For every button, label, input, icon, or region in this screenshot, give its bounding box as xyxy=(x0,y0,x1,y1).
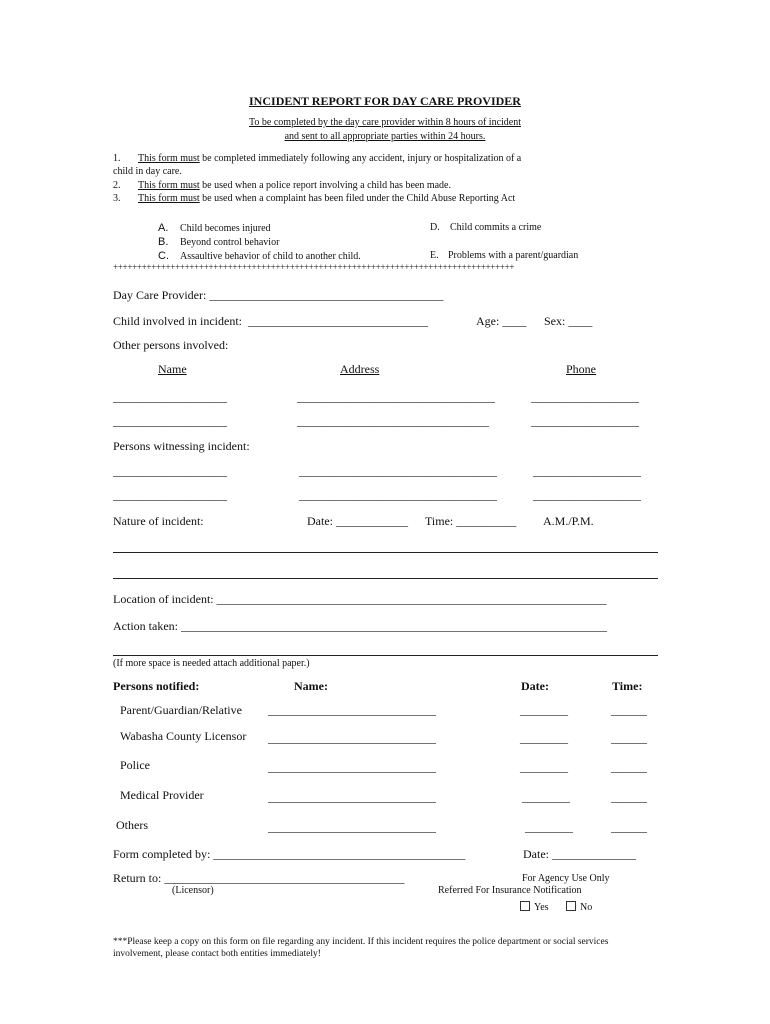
location-field[interactable]: Location of incident: _________________________________________________________________ xyxy=(113,592,607,606)
form-title: INCIDENT REPORT FOR DAY CARE PROVIDER xyxy=(249,94,521,108)
rule-1: 1. This form must be completed immediately following any accident, injury or hospitalization of a xyxy=(113,153,522,164)
persons-notified-label: Persons notified: xyxy=(113,679,200,693)
form-completed-date-field[interactable]: Date: ______________ xyxy=(523,847,636,861)
name-column-header: Name xyxy=(158,362,187,376)
separator-plus-line: ++++++++++++++++++++++++++++++++++++++++++++++++++++++++++++++++++++++++++++++++++++ xyxy=(113,262,515,272)
subtitle-line-1: To be completed by the day care provider within 8 hours of incident xyxy=(249,117,521,128)
notified-licensor-date[interactable]: ________ xyxy=(520,731,568,745)
action-line-2[interactable] xyxy=(113,655,658,656)
return-to-field[interactable]: Return to: ________________________________________ xyxy=(113,871,405,885)
footer-note-line-1: ***Please keep a copy on this form on file regarding any incident. If this incident requires the police department or social services xyxy=(113,937,609,947)
witness-1-phone[interactable]: __________________ xyxy=(533,464,641,478)
notified-police-label: Police xyxy=(120,758,150,772)
agency-use-label: For Agency Use Only xyxy=(522,873,610,884)
witness-2-address[interactable]: _________________________________ xyxy=(299,488,497,502)
category-c: C. Assaultive behavior of child to another child. xyxy=(158,250,361,262)
notified-medical-time[interactable]: ______ xyxy=(611,790,647,804)
witness-1-name[interactable]: ___________________ xyxy=(113,464,227,478)
notified-police-time[interactable]: ______ xyxy=(611,760,647,774)
address-column-header: Address xyxy=(340,362,380,376)
category-d: D. Child commits a crime xyxy=(430,222,542,233)
category-a: A. Child becomes injured xyxy=(158,222,271,234)
notified-police-date[interactable]: ________ xyxy=(520,760,568,774)
other-person-2-address[interactable]: ________________________________ xyxy=(297,414,489,428)
notified-medical-name[interactable]: ____________________________ xyxy=(268,790,436,804)
other-person-1-phone[interactable]: __________________ xyxy=(531,390,639,404)
notified-parent-date[interactable]: ________ xyxy=(520,703,568,717)
incident-date-field[interactable]: Date: ____________ xyxy=(307,514,408,528)
notified-name-header: Name: xyxy=(294,679,328,693)
nature-line-2[interactable] xyxy=(113,578,658,579)
subtitle-line-2: and sent to all appropriate parties within 24 hours. xyxy=(284,131,486,142)
footer-note-line-2: involvement, please contact both entities immediately! xyxy=(113,949,321,959)
day-care-provider-field[interactable]: Day Care Provider: _______________________________________ xyxy=(113,288,444,302)
witnesses-label: Persons witnessing incident: xyxy=(113,439,250,453)
notified-parent-name[interactable]: ____________________________ xyxy=(268,703,436,717)
referral-yes-option[interactable]: Yes xyxy=(520,901,549,913)
category-e: E. Problems with a parent/guardian xyxy=(430,250,579,261)
more-space-note: (If more space is needed attach additional paper.) xyxy=(113,658,310,669)
sex-field[interactable]: Sex: ____ xyxy=(544,314,593,328)
other-person-2-name[interactable]: ___________________ xyxy=(113,414,227,428)
nature-of-incident-label: Nature of incident: xyxy=(113,514,204,528)
action-taken-field[interactable]: Action taken: _______________________________________________________________________ xyxy=(113,619,607,633)
rule-3: 3. This form must be used when a complaint has been filed under the Child Abuse Reporting Act xyxy=(113,193,516,204)
rule-1-continued: child in day care. xyxy=(113,166,182,177)
other-person-2-phone[interactable]: __________________ xyxy=(531,414,639,428)
notified-others-name[interactable]: ____________________________ xyxy=(268,820,436,834)
nature-line-1[interactable] xyxy=(113,552,658,553)
incident-time-field[interactable]: Time: __________ xyxy=(425,514,517,528)
notified-time-header: Time: xyxy=(612,679,643,693)
witness-1-address[interactable]: _________________________________ xyxy=(299,464,497,478)
other-persons-label: Other persons involved: xyxy=(113,338,229,352)
notified-medical-label: Medical Provider xyxy=(120,788,204,802)
form-completed-by-field[interactable]: Form completed by: __________________________________________ xyxy=(113,847,466,861)
notified-parent-time[interactable]: ______ xyxy=(611,703,647,717)
notified-police-name[interactable]: ____________________________ xyxy=(268,760,436,774)
child-involved-field[interactable]: Child involved in incident: ______________________________ xyxy=(113,314,428,328)
checkbox-icon[interactable] xyxy=(566,901,576,911)
phone-column-header: Phone xyxy=(566,362,596,376)
notified-others-label: Others xyxy=(116,818,148,832)
category-b: B. Beyond control behavior xyxy=(158,236,280,248)
witness-2-name[interactable]: ___________________ xyxy=(113,488,227,502)
notified-date-header: Date: xyxy=(521,679,549,693)
witness-2-phone[interactable]: __________________ xyxy=(533,488,641,502)
other-person-1-address[interactable]: _________________________________ xyxy=(297,390,495,404)
insurance-referral-label: Referred For Insurance Notification xyxy=(438,885,582,896)
notified-licensor-time[interactable]: ______ xyxy=(611,731,647,745)
notified-parent-label: Parent/Guardian/Relative xyxy=(120,703,242,717)
referral-no-option[interactable]: No xyxy=(566,901,592,913)
notified-medical-date[interactable]: ________ xyxy=(522,790,570,804)
checkbox-icon[interactable] xyxy=(520,901,530,911)
notified-others-time[interactable]: ______ xyxy=(611,820,647,834)
licensor-caption: (Licensor) xyxy=(172,885,214,896)
am-pm-label: A.M./P.M. xyxy=(543,514,594,528)
notified-licensor-label: Wabasha County Licensor xyxy=(120,729,247,743)
other-person-1-name[interactable]: ___________________ xyxy=(113,390,227,404)
age-field[interactable]: Age: ____ xyxy=(476,314,527,328)
notified-others-date[interactable]: ________ xyxy=(525,820,573,834)
rule-2: 2. This form must be used when a police report involving a child has been made. xyxy=(113,180,451,191)
notified-licensor-name[interactable]: ____________________________ xyxy=(268,731,436,745)
